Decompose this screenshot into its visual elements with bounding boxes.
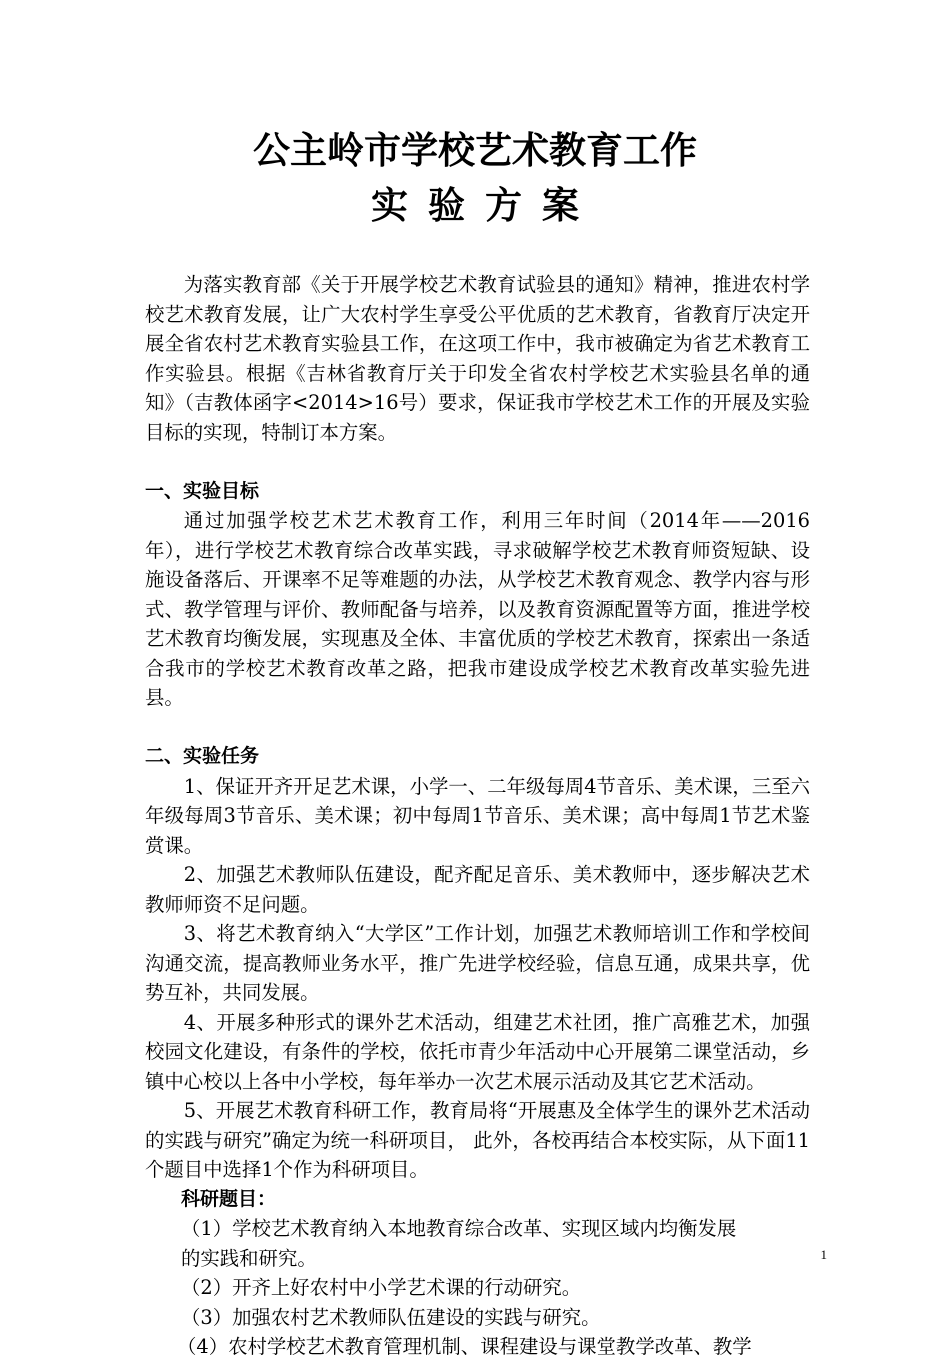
- research-topic-1: [145, 1214, 810, 1273]
- paragraph-gap: [145, 447, 810, 477]
- document-title-line1: 公主岭市学校艺术教育工作: [253, 129, 697, 172]
- research-topic-1-line1: （1）学校艺术教育纳入本地教育综合改革、实现区域内均衡发展: [181, 1217, 737, 1240]
- task-1: 1、保证开齐开足艺术课，小学一、二年级每周4节音乐、美术课，三至六年级每周3节音乐、美术课；初中每周1节音乐、美术课；高中每周1节艺术鉴赏课。: [145, 774, 810, 857]
- section2-heading: 二、实验任务: [145, 745, 260, 767]
- research-topic-2: （2）开齐上好农村中小学艺术课的行动研究。: [181, 1276, 582, 1299]
- task-4: 4、开展多种形式的课外艺术活动，组建艺术社团，推广高雅艺术，加强校园文化建设，有条件的学校，依托市青少年活动中心开展第二课堂活动，乡镇中心校以上各中小学校，每年举办一次艺术展示活动及其它艺术活动。: [145, 1010, 810, 1093]
- research-topic-4: （4）农村学校艺术教育管理机制、课程建设与课堂教学改革、教学: [177, 1335, 752, 1358]
- document-body: [145, 270, 810, 1362]
- section1-paragraph: 通过加强学校艺术艺术教育工作，利用三年时间（2014年——2016年），进行学校艺术教育综合改革实践，寻求破解学校艺术教育师资短缺、设施设备落后、开课率不足等难题的办法，从学校艺术教育观念、教学内容与形式、教学管理与评价、教师配备与培养，以及教育资源配置等方面，推进学校艺术教育均衡发展，实现惠及全体、丰富优质的学校艺术教育，探索出一条适合我市的学校艺术教育改革之路，把我市建设成学校艺术教育改革实验先进县。: [145, 509, 810, 709]
- research-topic-3: （3）加强农村艺术教师队伍建设的实践与研究。: [181, 1305, 601, 1329]
- section1-heading: 一、实验目标: [145, 479, 260, 502]
- research-topic-1-line2: 的实践和研究。: [181, 1246, 317, 1270]
- paragraph-gap: [145, 713, 810, 743]
- intro-paragraph: 为落实教育部《关于开展学校艺术教育试验县的通知》精神，推进农村学校艺术教育发展，让广大农村学生享受公平优质的艺术教育，省教育厅决定开展全省农村艺术教育实验县工作，在这项工作中，我市被确定为省艺术教育工作实验县。根据《吉林省教育厅关于印发全省农村学校艺术实验县名单的通知》（吉教体函字<2014>16号）要求，保证我市学校艺术工作的开展及实验目标的实现，特制订本方案。: [145, 273, 810, 444]
- research-topics-heading: 科研题目：: [181, 1187, 277, 1210]
- task-5: 5、开展艺术教育科研工作，教育局将“开展惠及全体学生的课外艺术活动的实践与研究”确定为统一科研项目， 此外，各校再结合本校实际，从下面11个题目中选择1个作为科研项目。: [145, 1099, 810, 1181]
- task-2: 2、加强艺术教师队伍建设，配齐配足音乐、美术教师中，逐步解决艺术教师师资不足问题。: [145, 863, 810, 916]
- document-title-line2: 实验方案: [371, 184, 599, 227]
- task-3: 3、将艺术教育纳入“大学区”工作计划，加强艺术教师培训工作和学校间沟通交流，提高教师业务水平，推广先进学校经验，信息互通，成果共享，优势互补，共同发展。: [145, 922, 810, 1004]
- page-number: 1: [820, 1247, 827, 1262]
